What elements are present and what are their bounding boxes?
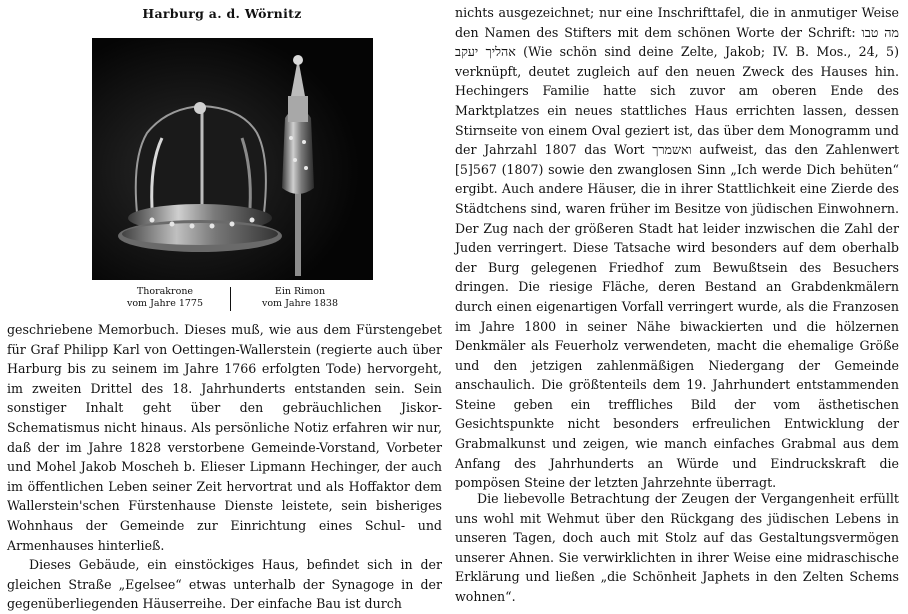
right-column-text-closing xyxy=(455,489,899,607)
right-column-text xyxy=(455,3,899,493)
caption-rimon-line2: vom Jahre 1838 xyxy=(261,298,339,309)
paragraph-gebaeude: Dieses Gebäude, ein einstöckiges Haus, befindet sich in der gleichen Straße „Egelsee“ etwas unterhalb der Synagoge in der gegenüberliegenden Häuserreihe. Der einfache Bau ist durch xyxy=(7,557,442,612)
running-head: Harburg a. d. Wörnitz xyxy=(142,6,302,21)
photograph-illustration xyxy=(92,38,373,280)
caption-rimon xyxy=(235,286,365,310)
caption-torah-crown xyxy=(100,286,230,310)
paragraph-betrachtung: Die liebevolle Betrachtung der Zeugen der Vergangenheit erfüllt uns wohl mit Wehmut über den Rückgang des jüdischen Lebens in unseren Tagen, doch auch mit Stolz auf das Gestaltungsvermögen unserer Ahnen. Sie verwirklichten in ihrer Weise eine midraschische Erklärung und ließen „die Schönheit Japhets in den Zelten Schems wohnen“. xyxy=(455,491,899,604)
caption-torah-crown-line2: vom Jahre 1775 xyxy=(126,298,204,309)
photo-captions xyxy=(92,286,373,320)
caption-divider xyxy=(230,287,231,311)
photograph-torah-crown-and-rimon xyxy=(92,38,373,280)
paragraph-memorbuch: geschriebene Memorbuch. Dieses muß, wie aus dem Fürstengebet für Graf Philipp Karl von Oettingen-Wallerstein (regierte auch über Harburg bis zu seinem im Jahre 1766 erfolgten Tode) hervorgeht, im zweiten Drittel des 18. Jahrhunderts entstanden sein. Sein sonstiger Inhalt geht über den gebräuchlichen Jiskor-Schematismus nicht hinaus. Als persönliche Notiz erfahren wir nur, daß der im Jahre 1828 verstorbene Gemeinde-Vorstand, Vorbeter und Mohel Jakob Moscheh b. Elieser Lipmann Hechinger, der auch im öffentlichen Leben seiner Zeit hervortrat und als Hoffaktor dem Wallerstein'schen Fürstenhause Dienste leistete, sein bisheriges Wohnhaus der Gemeinde zur Einrichtung eines Schul- und Armenhauses hinterließ. xyxy=(7,322,442,553)
caption-torah-crown-line1: Thorakrone xyxy=(136,286,194,297)
caption-rimon-line1: Ein Rimon xyxy=(274,286,326,297)
paragraph-inschrifttafel: nichts ausgezeichnet; nur eine Inschrifttafel, die in anmutiger Weise den Namen des Stifters mit dem schönen Worte der Schrift: מה טבו אהליך יעקב (Wie schön sind deine Zelte, Jakob; IV. B. Mos., 24, 5) verknüpft, deutet zugleich auf den neuen Zweck des Hauses hin. Hechingers Familie hatte sich zuvor am oberen Ende des Marktplatzes ein neues stattliches Haus errichten lassen, dessen Stirnseite von einem Oval geziert ist, das über dem Monogramm und der Jahrzahl 1807 das Wort ואשמרך aufweist, das den Zahlenwert [5]567 (1807) sowie den zwanglosen Sinn „Ich werde Dich behüten“ ergibt. Auch andere Häuser, die in ihrer Stattlichkeit eine Zierde des Städtchens sind, waren früher im Besitze von jüdischen Einwohnern. Der Zug nach der größeren Stadt hat leider inzwischen die Zahl der Juden verringert. Diese Tatsache wird besonders auf dem oberhalb der Burg gelegenen Friedhof zum Bewußtsein des Besuchers dringen. Die riesige Fläche, deren Bestand an Grabdenkmälern durch einen eigenartigen Vorfall verringert wurde, als die Franzosen im Jahre 1800 in seiner Nähe biwackierten und die hölzernen Denkmäler als Feuerholz verwendeten, macht die ehemalige Größe und den jetzigen zahlenmäßigen Niedergang der Gemeinde anschaulich. Die größtenteils dem 19. Jahrhundert entstammenden Steine geben ein treffliches Bild der vom ästhetischen Gesichtspunkte nicht besonders erfreulichen Entwicklung der Grabmalkunst und zeigen, wie manch einfaches Grabmal aus dem Anfang des Jahrhunderts an Würde und Eindruckskraft die pompösen Steine der letzten Jahrzehnte überragt. xyxy=(455,5,900,491)
left-column-text xyxy=(7,320,442,614)
